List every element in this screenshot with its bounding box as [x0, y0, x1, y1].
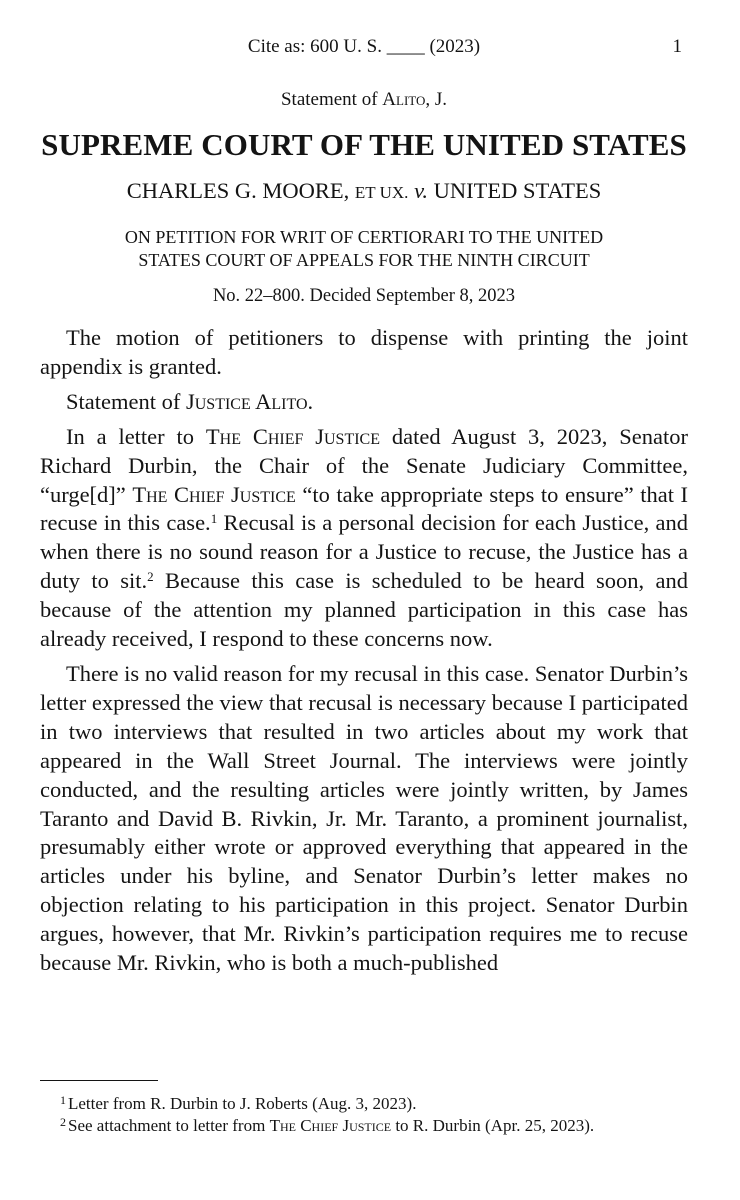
paragraph-motion: The motion of petitioners to dispense with printing the joint appendix is granted. [40, 325, 688, 379]
footnote-ref-1[interactable]: 1 [210, 511, 218, 527]
footnote-ref-2[interactable]: 2 [147, 569, 154, 585]
statement-heading [40, 89, 688, 111]
text-run: dated August 3, 2023, Senator Richard Durbin, the Chair of the Senate Judiciary Committee, “urge[d]” [40, 423, 689, 507]
footnote-text: Letter from R. Durbin to J. Roberts (Aug. 3, 2023). [68, 1094, 417, 1113]
court-title: SUPREME COURT OF THE UNITED STATES [41, 127, 687, 162]
citation: Cite as: 600 U. S. ____ (2023) [247, 36, 481, 57]
docket-and-date: No. 22–800. Decided September 8, 2023 [212, 286, 516, 306]
petitioners: CHARLES G. MOORE, [126, 178, 350, 203]
footnote-2 [40, 1115, 688, 1137]
versus: v. [414, 178, 429, 203]
text-run: In a letter to [66, 423, 206, 449]
paragraph-letter [40, 423, 688, 654]
running-head [40, 36, 688, 62]
period: . [307, 388, 314, 414]
footnote-number: 2 [60, 1114, 66, 1129]
justice-suffix: , J. [425, 89, 448, 110]
statement-of-label: Statement of [280, 89, 378, 110]
justice-name: Justice Alito [185, 388, 308, 414]
chief-justice-ref: The Chief Justice [132, 481, 296, 507]
paragraph-statement-of [40, 388, 688, 417]
text-run: Recusal is a personal decision for each Justice, and when there is no sound reason for a Justice to recuse, the Justice has a duty to sit. [40, 510, 689, 594]
footnotes [40, 1093, 688, 1136]
text-run: “to take appropriate steps to ensure” that I recuse in this case. [40, 481, 689, 536]
respondent: UNITED STATES [433, 178, 602, 203]
case-title [40, 178, 688, 204]
text-run: Because this case is scheduled to be heard soon, and because of the attention my planned participation in this case has already received, I respond to these concerns now. [40, 568, 689, 652]
footnote-1 [40, 1093, 688, 1115]
footnote-text: to R. Durbin (Apr. 25, 2023). [391, 1115, 595, 1135]
footnote-divider [40, 1080, 158, 1081]
opinion-body [40, 324, 688, 984]
justice-surname: Alito [382, 89, 426, 110]
footnote-number: 1 [60, 1093, 66, 1107]
petition-line-2: STATES COURT OF APPEALS FOR THE NINTH CIRCUIT [138, 250, 590, 270]
petition-line [40, 226, 688, 272]
paragraph-no-valid-reason: There is no valid reason for my recusal in this case. Senator Durbin’s letter expressed the view that recusal is necessary because I participated in two interviews that resulted in two articles about my work that appeared in the Wall Street Journal. The interviews were jointly conducted, and the resulting articles were jointly written, by James Taranto and David B. Rivkin, Jr. Mr. Taranto, a prominent journalist, presumably either wrote or approved everything that appeared in the articles under his byline, and Senator Durbin’s letter makes no objection relating to his participation in this project. Senator Durbin argues, however, that Mr. Rivkin’s participation requires me to recuse because Mr. Rivkin, who is both a much-published [40, 660, 688, 976]
statement-of-text: Statement of [66, 388, 186, 414]
footnote-text: See attachment to letter from [68, 1115, 270, 1135]
et-ux: ET UX. [354, 183, 409, 202]
chief-justice-ref: The Chief Justice [205, 423, 380, 449]
chief-justice-ref: The Chief Justice [269, 1115, 392, 1135]
petition-line-1: ON PETITION FOR WRIT OF CERTIORARI TO THE UNITED [124, 227, 604, 247]
page-number: 1 [672, 36, 682, 57]
